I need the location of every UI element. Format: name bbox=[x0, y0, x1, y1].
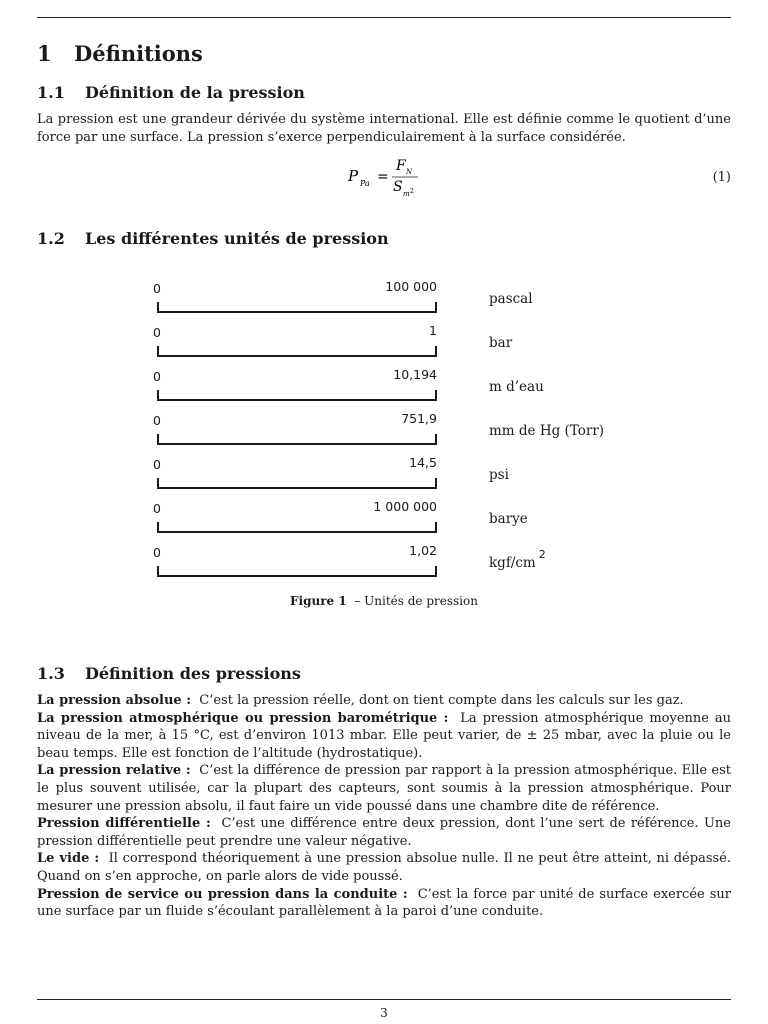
scale-bar bbox=[158, 390, 436, 400]
equation-equals: = bbox=[377, 169, 389, 185]
definition-text: La pression atmosphérique moyenne au niveau de la mer, à 15 °C, est d’environ 1013 mbar. Elle peut varier, de ± 25 mbar, avec la pluie ou le beau temps. Elle est fonction de l’altitude (hydrostatique). bbox=[37, 710, 731, 761]
equation-lhs: P bbox=[348, 167, 359, 185]
scale-unit-label: barye bbox=[489, 511, 528, 527]
definition-item bbox=[37, 850, 731, 885]
scale-bar bbox=[158, 434, 436, 444]
scale-min-label: 0 bbox=[153, 369, 161, 384]
scale-bar bbox=[158, 346, 436, 356]
equation-numerator-sub: N bbox=[406, 168, 413, 176]
definition-item bbox=[37, 762, 731, 815]
scale-min-label: 0 bbox=[153, 325, 161, 340]
scale-max-label: 1 bbox=[429, 323, 437, 338]
page-number: 3 bbox=[380, 1006, 388, 1020]
definition-text: C’est la pression réelle, dont on tient compte dans les calculs sur les gaz. bbox=[199, 693, 684, 708]
definition-term: La pression absolue : bbox=[37, 693, 192, 708]
definition-text: C’est la différence de pression par rapport à la pression atmosphérique. Elle est le plus souvent utilisée, car la plupart des capteurs, sont soumis à la pression atmosphérique. Pour mesurer une pression absolu, il faut faire un vide poussé dans une chambre dite de référence. bbox=[37, 763, 732, 814]
scale-min-label: 0 bbox=[153, 545, 161, 560]
scale-min-label: 0 bbox=[153, 457, 161, 472]
equation-number: (1) bbox=[712, 170, 731, 185]
equation-denominator-sup: 2 bbox=[410, 188, 414, 195]
scale-unit-superscript: 2 bbox=[538, 548, 546, 561]
scale-bar bbox=[158, 566, 436, 576]
scale-unit-label: mm de Hg (Torr) bbox=[489, 423, 605, 439]
scale-max-label: 14,5 bbox=[409, 455, 437, 470]
scale-max-label: 1,02 bbox=[409, 543, 437, 558]
equation-denominator: S bbox=[393, 179, 403, 195]
scale-max-label: 100 000 bbox=[385, 279, 437, 294]
scale-unit-label: m d’eau bbox=[489, 379, 544, 395]
pressure-definitions-list bbox=[37, 692, 731, 921]
definition-term: Pression différentielle : bbox=[37, 816, 211, 832]
subsection-heading-1-1: 1.1 Définition de la pression bbox=[37, 83, 305, 102]
equation-numerator: F bbox=[396, 158, 406, 174]
definition-text: C’est la force par unité de surface exercée sur une surface par un fluide s’écoulant parallèlement à la paroi d’une conduite. bbox=[37, 886, 732, 920]
pressure-equation bbox=[0, 155, 768, 201]
pressure-definition-paragraph: La pression est une grandeur dérivée du système international. Elle est définie comme le quotient d’une force par une surface. La pression s’exerce perpendiculairement à la surface considérée. bbox=[37, 112, 731, 145]
scale-max-label: 10,194 bbox=[393, 367, 437, 382]
scale-bar bbox=[158, 478, 436, 488]
scale-unit-label: psi bbox=[489, 467, 509, 483]
scale-max-label: 751,9 bbox=[401, 411, 437, 426]
scale-unit-label: bar bbox=[489, 335, 513, 351]
definition-item bbox=[37, 815, 731, 850]
equation-lhs-sub: Pa bbox=[360, 179, 370, 188]
definition-text: Il correspond théoriquement à une pression absolue nulle. Il ne peut être atteint, ni dépassé. Quand on s’en approche, on parle alors de vide poussé. bbox=[37, 851, 731, 884]
scale-bar bbox=[158, 522, 436, 532]
definition-item bbox=[37, 710, 731, 763]
equation-denominator-sub: m bbox=[403, 190, 410, 198]
scale-min-label: 0 bbox=[153, 501, 161, 516]
scale-bar bbox=[158, 302, 436, 312]
definition-term: Pression de service ou pression dans la conduite : bbox=[37, 886, 408, 902]
definition-term: Le vide : bbox=[37, 851, 100, 867]
section-heading: 1 Définitions bbox=[37, 41, 203, 66]
subsection-heading-1-3: 1.3 Définition des pressions bbox=[37, 664, 301, 683]
scale-unit-label: kgf/$cm^2$ bbox=[489, 548, 546, 571]
definition-item bbox=[37, 692, 731, 710]
figure-caption-label: Figure 1 bbox=[290, 594, 347, 608]
definition-term: La pression atmosphérique ou pression barométrique : bbox=[37, 710, 449, 726]
pressure-units-figure bbox=[0, 270, 768, 590]
scale-min-label: 0 bbox=[153, 281, 161, 296]
scale-max-label: 1 000 000 bbox=[373, 499, 437, 514]
definition-text: C’est une différence entre deux pression, dont l’une sert de référence. Une pression différentielle peut prendre une valeur négative. bbox=[37, 816, 731, 849]
scale-min-label: 0 bbox=[153, 413, 161, 428]
bottom-rule bbox=[37, 999, 731, 1000]
top-rule bbox=[37, 17, 731, 18]
figure-caption bbox=[0, 594, 768, 608]
figure-caption-text: – Unités de pression bbox=[354, 594, 478, 608]
definition-item bbox=[37, 886, 731, 921]
subsection-heading-1-2: 1.2 Les différentes unités de pression bbox=[37, 229, 389, 248]
scale-unit-label: pascal bbox=[489, 291, 533, 307]
definition-term: La pression relative : bbox=[37, 763, 191, 779]
